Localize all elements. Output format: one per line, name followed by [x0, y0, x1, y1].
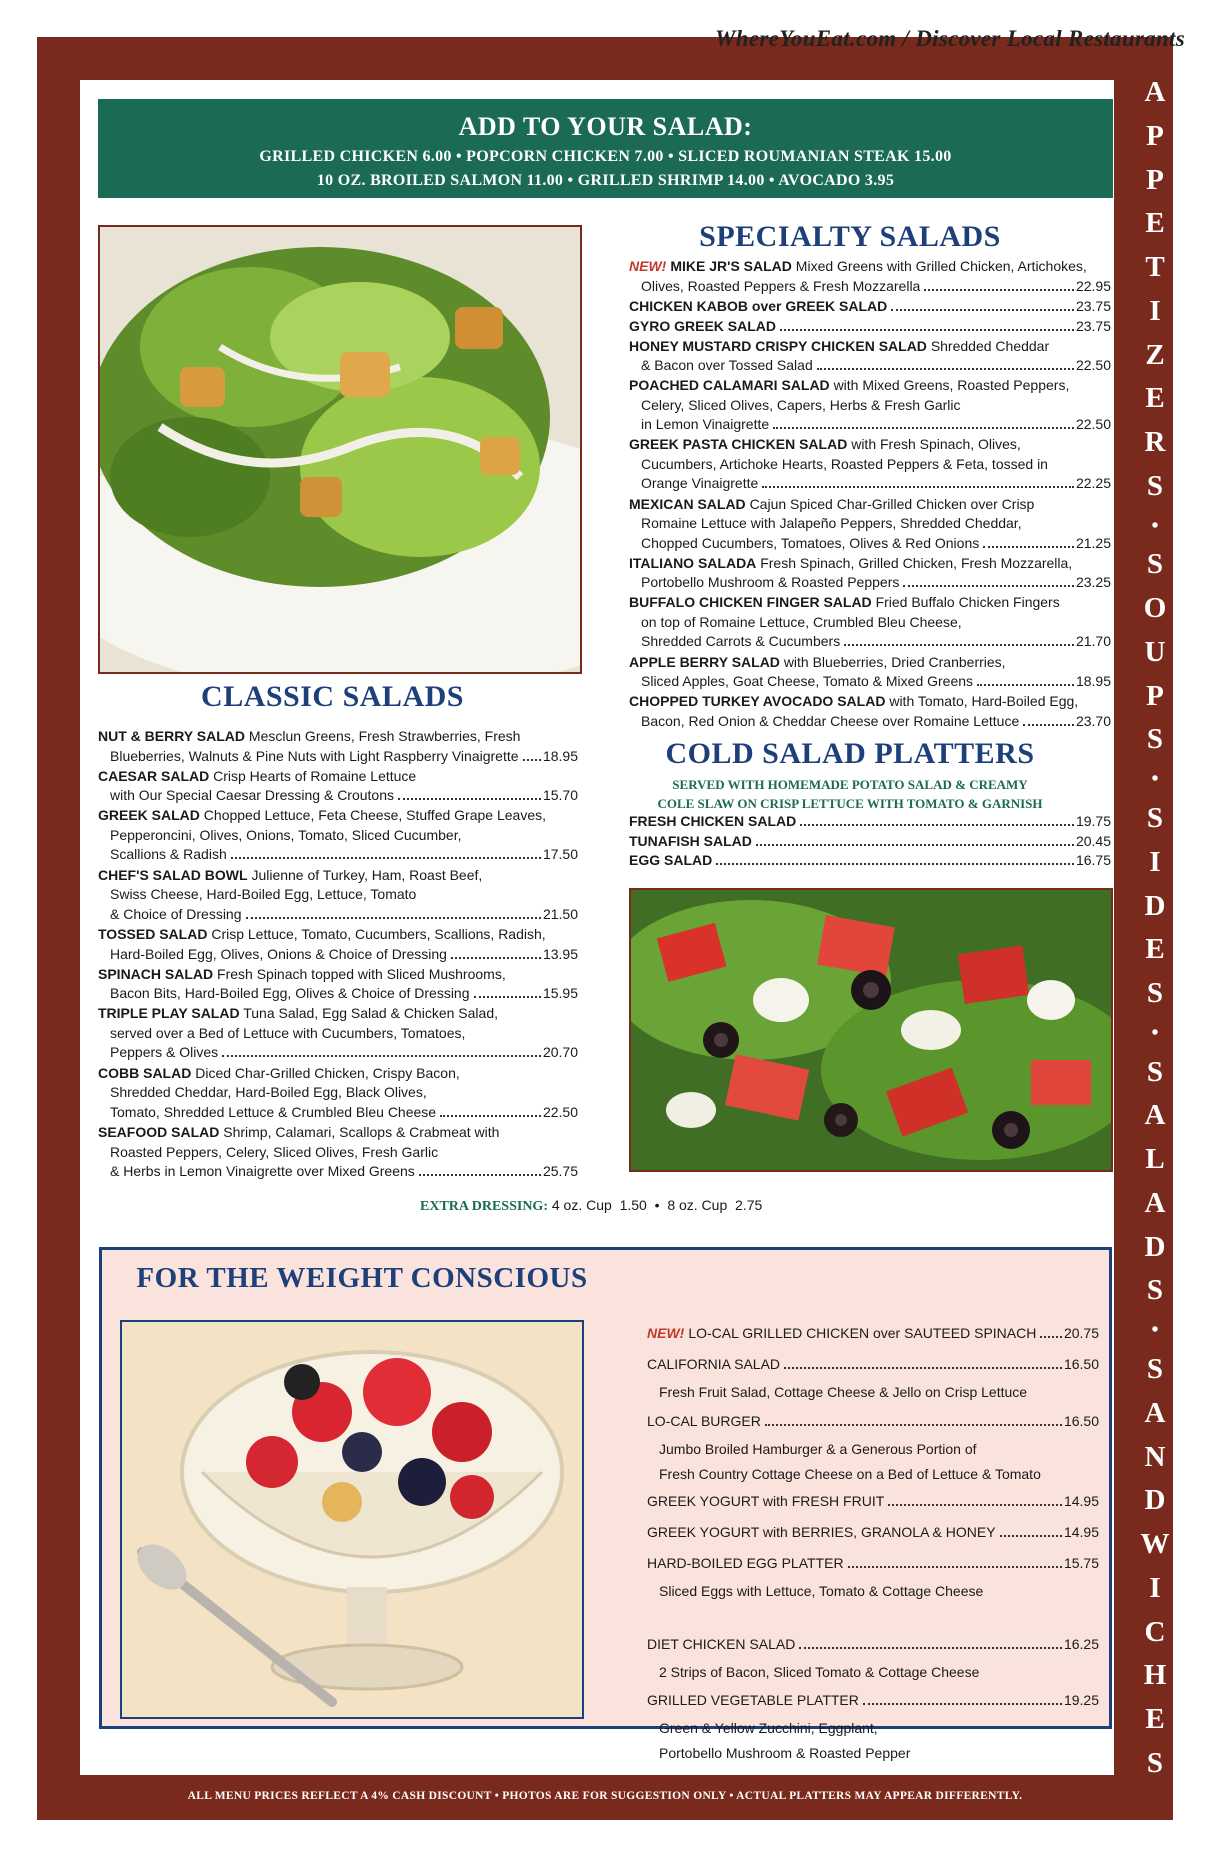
footer-note: ALL MENU PRICES REFLECT A 4% CASH DISCOUNT • PHOTOS ARE FOR SUGGESTION ONLY • ACTUAL PLATTERS MAY APPEAR DIFFERENTLY. [187, 1790, 1023, 1802]
item-description: Shredded Carrots & Cucumbers [641, 633, 841, 650]
dot-leader [398, 798, 541, 800]
item-price: 16.75 [1075, 852, 1111, 869]
dot-leader [844, 644, 1074, 646]
item-description: Olives, Roasted Peppers & Fresh Mozzarella [641, 277, 921, 294]
side-banner-letter: U [1144, 635, 1166, 668]
cold-platters-note-1: SERVED WITH HOMEMADE POTATO SALAD & CREAMY [672, 777, 1028, 792]
dot-leader [451, 957, 541, 959]
item-description: served over a Bed of Lettuce with Cucumbers, Tomatoes, [110, 1024, 466, 1041]
item-description: Julienne of Turkey, Ham, Roast Beef, [251, 866, 483, 883]
item-price: 18.95 [1075, 673, 1111, 690]
dot-leader [440, 1115, 541, 1117]
item-description: Sliced Eggs with Lettuce, Tomato & Cottage Cheese [659, 1583, 984, 1599]
item-description: on top of Romaine Lettuce, Crumbled Bleu Cheese, [641, 613, 962, 630]
item-price: 22.50 [542, 1103, 578, 1120]
item-name: GRILLED VEGETABLE PLATTER [647, 1692, 859, 1708]
side-banner-letter: I [1149, 1571, 1161, 1604]
item-name: ITALIANO SALADA [629, 554, 757, 571]
item-price: 20.75 [1063, 1325, 1099, 1341]
side-banner-letter: S [1146, 469, 1164, 502]
menu-item [98, 727, 578, 766]
item-name: POACHED CALAMARI SALAD [629, 377, 830, 394]
side-banner-letter: W [1140, 1528, 1170, 1561]
item-price: 15.75 [1063, 1555, 1099, 1571]
menu-item [98, 767, 578, 806]
side-banner-letter: • [1151, 1021, 1159, 1044]
item-description: Sliced Apples, Goat Cheese, Tomato & Mixed Greens [641, 673, 974, 690]
cold-platters-title: COLD SALAD PLATTERS [665, 737, 1035, 770]
item-name: HONEY MUSTARD CRISPY CHICKEN SALAD [629, 337, 927, 354]
item-description: Cajun Spiced Char-Grilled Chicken over Crisp [749, 495, 1035, 512]
side-banner-letter: • [1151, 1319, 1159, 1342]
item-name: CHEF'S SALAD BOWL [98, 866, 248, 883]
item-description: in Lemon Vinaigrette [641, 416, 770, 433]
item-description: & Herbs in Lemon Vinaigrette over Mixed Greens [110, 1163, 415, 1179]
dot-leader [765, 1424, 1062, 1426]
side-banner-letter: S [1146, 977, 1164, 1010]
dot-leader [891, 309, 1074, 311]
menu-item [629, 376, 1111, 435]
item-price: 22.95 [1075, 277, 1111, 294]
side-banner-letter: • [1151, 768, 1159, 791]
item-name: COBB SALAD [98, 1064, 192, 1081]
side-banner-letter: I [1149, 294, 1161, 327]
side-banner-letter: O [1143, 592, 1167, 625]
item-name: LO-CAL GRILLED CHICKEN over SAUTEED SPINACH [688, 1325, 1037, 1341]
side-banner-letter: S [1146, 1746, 1164, 1779]
dot-leader [1000, 1535, 1062, 1537]
item-price: 15.95 [542, 985, 578, 1002]
side-banner-letter: D [1144, 889, 1166, 922]
item-description: Cucumbers, Artichoke Hearts, Roasted Peppers & Feta, tossed in [641, 455, 1048, 472]
dot-leader [222, 1055, 541, 1057]
side-banner-letter: E [1145, 933, 1165, 966]
caesar-salad-photo [98, 225, 582, 674]
menu-item [629, 692, 1111, 731]
side-banner-letter: Z [1145, 338, 1165, 371]
extra-dressing-4oz: 4 oz. Cup [551, 1197, 612, 1213]
item-description: Scallions & Radish [110, 846, 227, 863]
weight-item [647, 1691, 1099, 1766]
dot-leader [419, 1174, 541, 1176]
item-price: 20.70 [542, 1044, 578, 1061]
item-price: 22.50 [1075, 357, 1111, 374]
item-price: 16.50 [1063, 1413, 1099, 1429]
side-banner-letter: N [1144, 1440, 1166, 1473]
item-price: 21.50 [542, 905, 578, 922]
menu-item [98, 925, 578, 964]
item-description: with Our Special Caesar Dressing & Croutons [110, 787, 395, 804]
menu-item [629, 495, 1111, 554]
item-name: HARD-BOILED EGG PLATTER [647, 1555, 844, 1571]
specialty-salads-title: SPECIALTY SALADS [699, 220, 1001, 253]
item-description: Fresh Spinach, Grilled Chicken, Fresh Mozzarella, [760, 554, 1073, 571]
extra-dressing-8oz: 8 oz. Cup [667, 1197, 728, 1213]
item-name: DIET CHICKEN SALAD [647, 1636, 796, 1652]
side-banner-letter: S [1146, 548, 1164, 581]
dot-leader [762, 486, 1074, 488]
side-banner-letter: P [1146, 163, 1164, 196]
weight-conscious-title: FOR THE WEIGHT CONSCIOUS [136, 1262, 588, 1294]
item-description: Tomato, Shredded Lettuce & Crumbled Bleu Cheese [110, 1103, 437, 1120]
item-description: with Blueberries, Dried Cranberries, [783, 653, 1006, 670]
new-badge: NEW! [629, 258, 667, 274]
cold-platters-note-2: COLE SLAW ON CRISP LETTUCE WITH TOMATO & GARNISH [657, 796, 1043, 811]
dot-leader [799, 1647, 1062, 1649]
item-description: Peppers & Olives [110, 1044, 219, 1061]
weight-item [647, 1635, 1099, 1685]
item-description: Orange Vinaigrette [641, 475, 759, 492]
item-price: 19.75 [1075, 813, 1111, 829]
item-description: Green & Yellow Zucchini, Eggplant, [659, 1720, 878, 1736]
dot-leader [716, 863, 1074, 865]
item-description: Shredded Cheddar [930, 337, 1050, 354]
item-name: MEXICAN SALAD [629, 495, 746, 512]
item-description: Chopped Lettuce, Feta Cheese, Stuffed Grape Leaves, [203, 807, 546, 824]
item-description: Crisp Hearts of Romaine Lettuce [213, 767, 417, 784]
item-description: Swiss Cheese, Hard-Boiled Egg, Lettuce, Tomato [110, 886, 417, 903]
dot-leader [756, 844, 1074, 846]
item-price: 25.75 [542, 1163, 578, 1179]
extra-dressing-label: EXTRA DRESSING: [420, 1199, 548, 1214]
item-description: Shredded Cheddar, Hard-Boiled Egg, Black Olives, [110, 1084, 427, 1101]
menu-item [98, 1004, 578, 1063]
side-banner-letter: E [1145, 207, 1165, 240]
add-to-salad-line-2: 10 OZ. BROILED SALMON 11.00 • GRILLED SHRIMP 14.00 • AVOCADO 3.95 [316, 172, 895, 189]
menu-item [629, 317, 1111, 337]
side-banner-letter: R [1144, 426, 1166, 459]
watermark: WhereYouEat.com / Discover Local Restaurants [714, 26, 1185, 51]
item-price: 17.50 [542, 846, 578, 863]
item-description: Fresh Country Cottage Cheese on a Bed of Lettuce & Tomato [659, 1466, 1041, 1482]
item-name: MIKE JR'S SALAD [670, 258, 792, 274]
item-name: GREEK PASTA CHICKEN SALAD [629, 436, 848, 453]
item-name: CHOPPED TURKEY AVOCADO SALAD [629, 693, 886, 710]
item-name: BUFFALO CHICKEN FINGER SALAD [629, 594, 872, 611]
dot-leader [474, 996, 541, 998]
item-description: Portobello Mushroom & Roasted Peppers [641, 574, 900, 591]
weight-item [647, 1324, 1099, 1343]
item-description: Blueberries, Walnuts & Pine Nuts with Light Raspberry Vinaigrette [110, 747, 519, 764]
side-banner-letter: L [1145, 1143, 1165, 1176]
extra-dressing-4oz-price: 1.50 [619, 1197, 647, 1213]
side-banner-letter: A [1144, 1099, 1166, 1132]
item-price: 22.50 [1075, 416, 1111, 433]
menu-item [629, 653, 1111, 692]
item-price: 21.70 [1075, 633, 1111, 650]
item-name: TRIPLE PLAY SALAD [98, 1005, 240, 1022]
greek-salad-photo [629, 888, 1113, 1172]
item-description: Bacon, Red Onion & Cheddar Cheese over Romaine Lettuce [641, 712, 1020, 729]
add-to-salad-line-1: GRILLED CHICKEN 6.00 • POPCORN CHICKEN 7.00 • SLICED ROUMANIAN STEAK 15.00 [259, 148, 952, 165]
dot-leader [1040, 1336, 1062, 1338]
classic-salads-title: CLASSIC SALADS [201, 680, 464, 713]
side-banner [1138, 78, 1172, 1778]
side-banner-letter: S [1146, 802, 1164, 835]
weight-conscious-box [99, 1247, 1112, 1761]
side-banner-letter: A [1144, 1186, 1166, 1219]
dot-leader [773, 427, 1074, 429]
dot-leader [1023, 724, 1074, 726]
menu-item [98, 806, 578, 865]
weight-item [647, 1492, 1099, 1511]
weight-item [647, 1523, 1099, 1542]
dot-leader [800, 824, 1074, 826]
side-banner-letter: • [1151, 514, 1159, 537]
add-to-salad-title: ADD TO YOUR SALAD: [458, 112, 753, 141]
item-name: GREEK SALAD [98, 807, 200, 824]
item-description: Jumbo Broiled Hamburger & a Generous Portion of [659, 1441, 977, 1457]
item-description: with Mixed Greens, Roasted Peppers, [833, 377, 1070, 394]
menu-item [629, 554, 1111, 593]
item-description: & Choice of Dressing [110, 905, 242, 922]
item-name: SPINACH SALAD [98, 965, 214, 982]
item-description: Fresh Spinach topped with Sliced Mushrooms, [217, 965, 506, 982]
side-banner-letter: H [1143, 1659, 1167, 1692]
dot-leader [246, 917, 541, 919]
item-description: Celery, Sliced Olives, Capers, Herbs & Fresh Garlic [641, 396, 961, 413]
menu-item [629, 337, 1111, 376]
menu-item [629, 812, 1111, 832]
menu-item [629, 257, 1111, 296]
item-name: GYRO GREEK SALAD [629, 317, 777, 334]
item-description: Diced Char-Grilled Chicken, Crispy Bacon, [195, 1064, 460, 1081]
dot-leader [983, 546, 1074, 548]
extra-dressing: EXTRA DRESSING: 4 oz. Cup 1.50 • 8 oz. Cup 2.75 [420, 1197, 763, 1214]
add-to-salad-banner [98, 99, 1113, 198]
side-banner-letter: A [1144, 1396, 1166, 1429]
item-price: 20.45 [1075, 832, 1111, 849]
item-price: 16.50 [1063, 1356, 1099, 1372]
item-price: 14.95 [1063, 1493, 1099, 1509]
item-price: 16.25 [1063, 1636, 1099, 1652]
side-banner-letter: E [1145, 382, 1165, 415]
item-description: Chopped Cucumbers, Tomatoes, Olives & Red Onions [641, 534, 980, 551]
dot-leader [817, 368, 1074, 370]
item-description: Hard-Boiled Egg, Olives, Onions & Choice of Dressing [110, 945, 447, 962]
item-name: FRESH CHICKEN SALAD [629, 813, 797, 829]
menu-item [98, 1064, 578, 1123]
item-name: CAESAR SALAD [98, 767, 210, 784]
new-badge: NEW! [647, 1325, 685, 1341]
menu-item [98, 1123, 578, 1182]
dot-leader [888, 1504, 1062, 1506]
item-price: 19.25 [1063, 1692, 1099, 1708]
menu-page [80, 80, 1114, 1775]
side-banner-letter: S [1146, 1055, 1164, 1088]
menu-item [629, 593, 1111, 652]
item-name: SEAFOOD SALAD [98, 1124, 220, 1140]
weight-item [647, 1554, 1099, 1604]
item-price: 14.95 [1063, 1524, 1099, 1540]
side-banner-letter: D [1144, 1230, 1166, 1263]
item-description: Shrimp, Calamari, Scallops & Crabmeat with [223, 1124, 500, 1140]
item-description: Fried Buffalo Chicken Fingers [875, 594, 1060, 611]
item-name: GREEK YOGURT with BERRIES, GRANOLA & HONEY [647, 1524, 996, 1540]
item-description: with Tomato, Hard-Boiled Egg, [889, 693, 1079, 710]
item-name: TOSSED SALAD [98, 926, 208, 942]
item-name: CHICKEN KABOB over GREEK SALAD [629, 297, 888, 314]
menu-item [629, 435, 1111, 494]
dot-leader [848, 1566, 1062, 1568]
side-banner-letter: A [1144, 76, 1166, 108]
item-description: Tuna Salad, Egg Salad & Chicken Salad, [243, 1005, 498, 1022]
menu-item [98, 965, 578, 1004]
dot-leader [231, 857, 541, 859]
item-description: Romaine Lettuce with Jalapeño Peppers, Shredded Cheddar, [641, 515, 1022, 532]
item-name: GREEK YOGURT with FRESH FRUIT [647, 1493, 885, 1509]
item-price: 23.75 [1075, 317, 1111, 334]
item-price: 18.95 [542, 747, 578, 764]
item-name: CALIFORNIA SALAD [647, 1356, 781, 1372]
side-banner-letter: C [1144, 1615, 1166, 1648]
dot-leader [903, 585, 1074, 587]
dot-leader [863, 1703, 1062, 1705]
side-banner-letter: S [1146, 723, 1164, 756]
item-name: EGG SALAD [629, 852, 713, 869]
dot-leader [977, 684, 1074, 686]
menu-item [629, 832, 1111, 852]
item-price: 13.95 [542, 945, 578, 962]
menu-item [629, 851, 1111, 871]
side-banner-letter: P [1146, 679, 1164, 712]
item-description: & Bacon over Tossed Salad [641, 357, 813, 374]
item-description: Roasted Peppers, Celery, Sliced Olives, Fresh Garlic [110, 1143, 439, 1160]
item-description: Mesclun Greens, Fresh Strawberries, Fresh [248, 728, 521, 744]
item-description: Bacon Bits, Hard-Boiled Egg, Olives & Choice of Dressing [110, 985, 470, 1002]
side-banner-letter: I [1149, 845, 1161, 878]
item-price: 22.25 [1075, 475, 1111, 492]
side-banner-letter: S [1146, 1274, 1164, 1307]
item-description: 2 Strips of Bacon, Sliced Tomato & Cottage Cheese [659, 1664, 980, 1680]
item-description: Mixed Greens with Grilled Chicken, Artichokes, [795, 258, 1087, 274]
item-description: Portobello Mushroom & Roasted Pepper [659, 1745, 911, 1761]
item-price: 23.25 [1075, 574, 1111, 591]
item-name: LO-CAL BURGER [647, 1413, 761, 1429]
side-banner-letter: P [1146, 119, 1164, 152]
side-banner-letter: S [1146, 1352, 1164, 1385]
item-price: 23.75 [1075, 297, 1111, 314]
item-name: APPLE BERRY SALAD [629, 653, 780, 670]
yogurt-parfait-photo [120, 1320, 584, 1719]
item-price: 15.70 [542, 787, 578, 804]
item-price: 21.25 [1075, 534, 1111, 551]
item-description: Fresh Fruit Salad, Cottage Cheese & Jello on Crisp Lettuce [659, 1384, 1028, 1400]
side-banner-letter: E [1145, 1703, 1165, 1736]
menu-item [98, 866, 578, 925]
weight-item [647, 1355, 1099, 1405]
item-name: TUNAFISH SALAD [629, 832, 752, 849]
menu-item [629, 297, 1111, 317]
side-banner-letter: T [1145, 251, 1165, 284]
dot-leader [523, 759, 541, 761]
item-description: Pepperoncini, Olives, Onions, Tomato, Sliced Cucumber, [110, 826, 462, 843]
item-name: NUT & BERRY SALAD [98, 728, 246, 744]
dot-leader [924, 289, 1074, 291]
item-description: Crisp Lettuce, Tomato, Cucumbers, Scallions, Radish, [211, 926, 546, 942]
item-price: 23.70 [1075, 712, 1111, 729]
extra-dressing-8oz-price: 2.75 [735, 1197, 763, 1213]
dot-leader [784, 1367, 1062, 1369]
weight-item [647, 1412, 1099, 1487]
side-banner-letter: D [1144, 1484, 1166, 1517]
item-description: with Fresh Spinach, Olives, [851, 436, 1021, 453]
dot-leader [780, 329, 1074, 331]
